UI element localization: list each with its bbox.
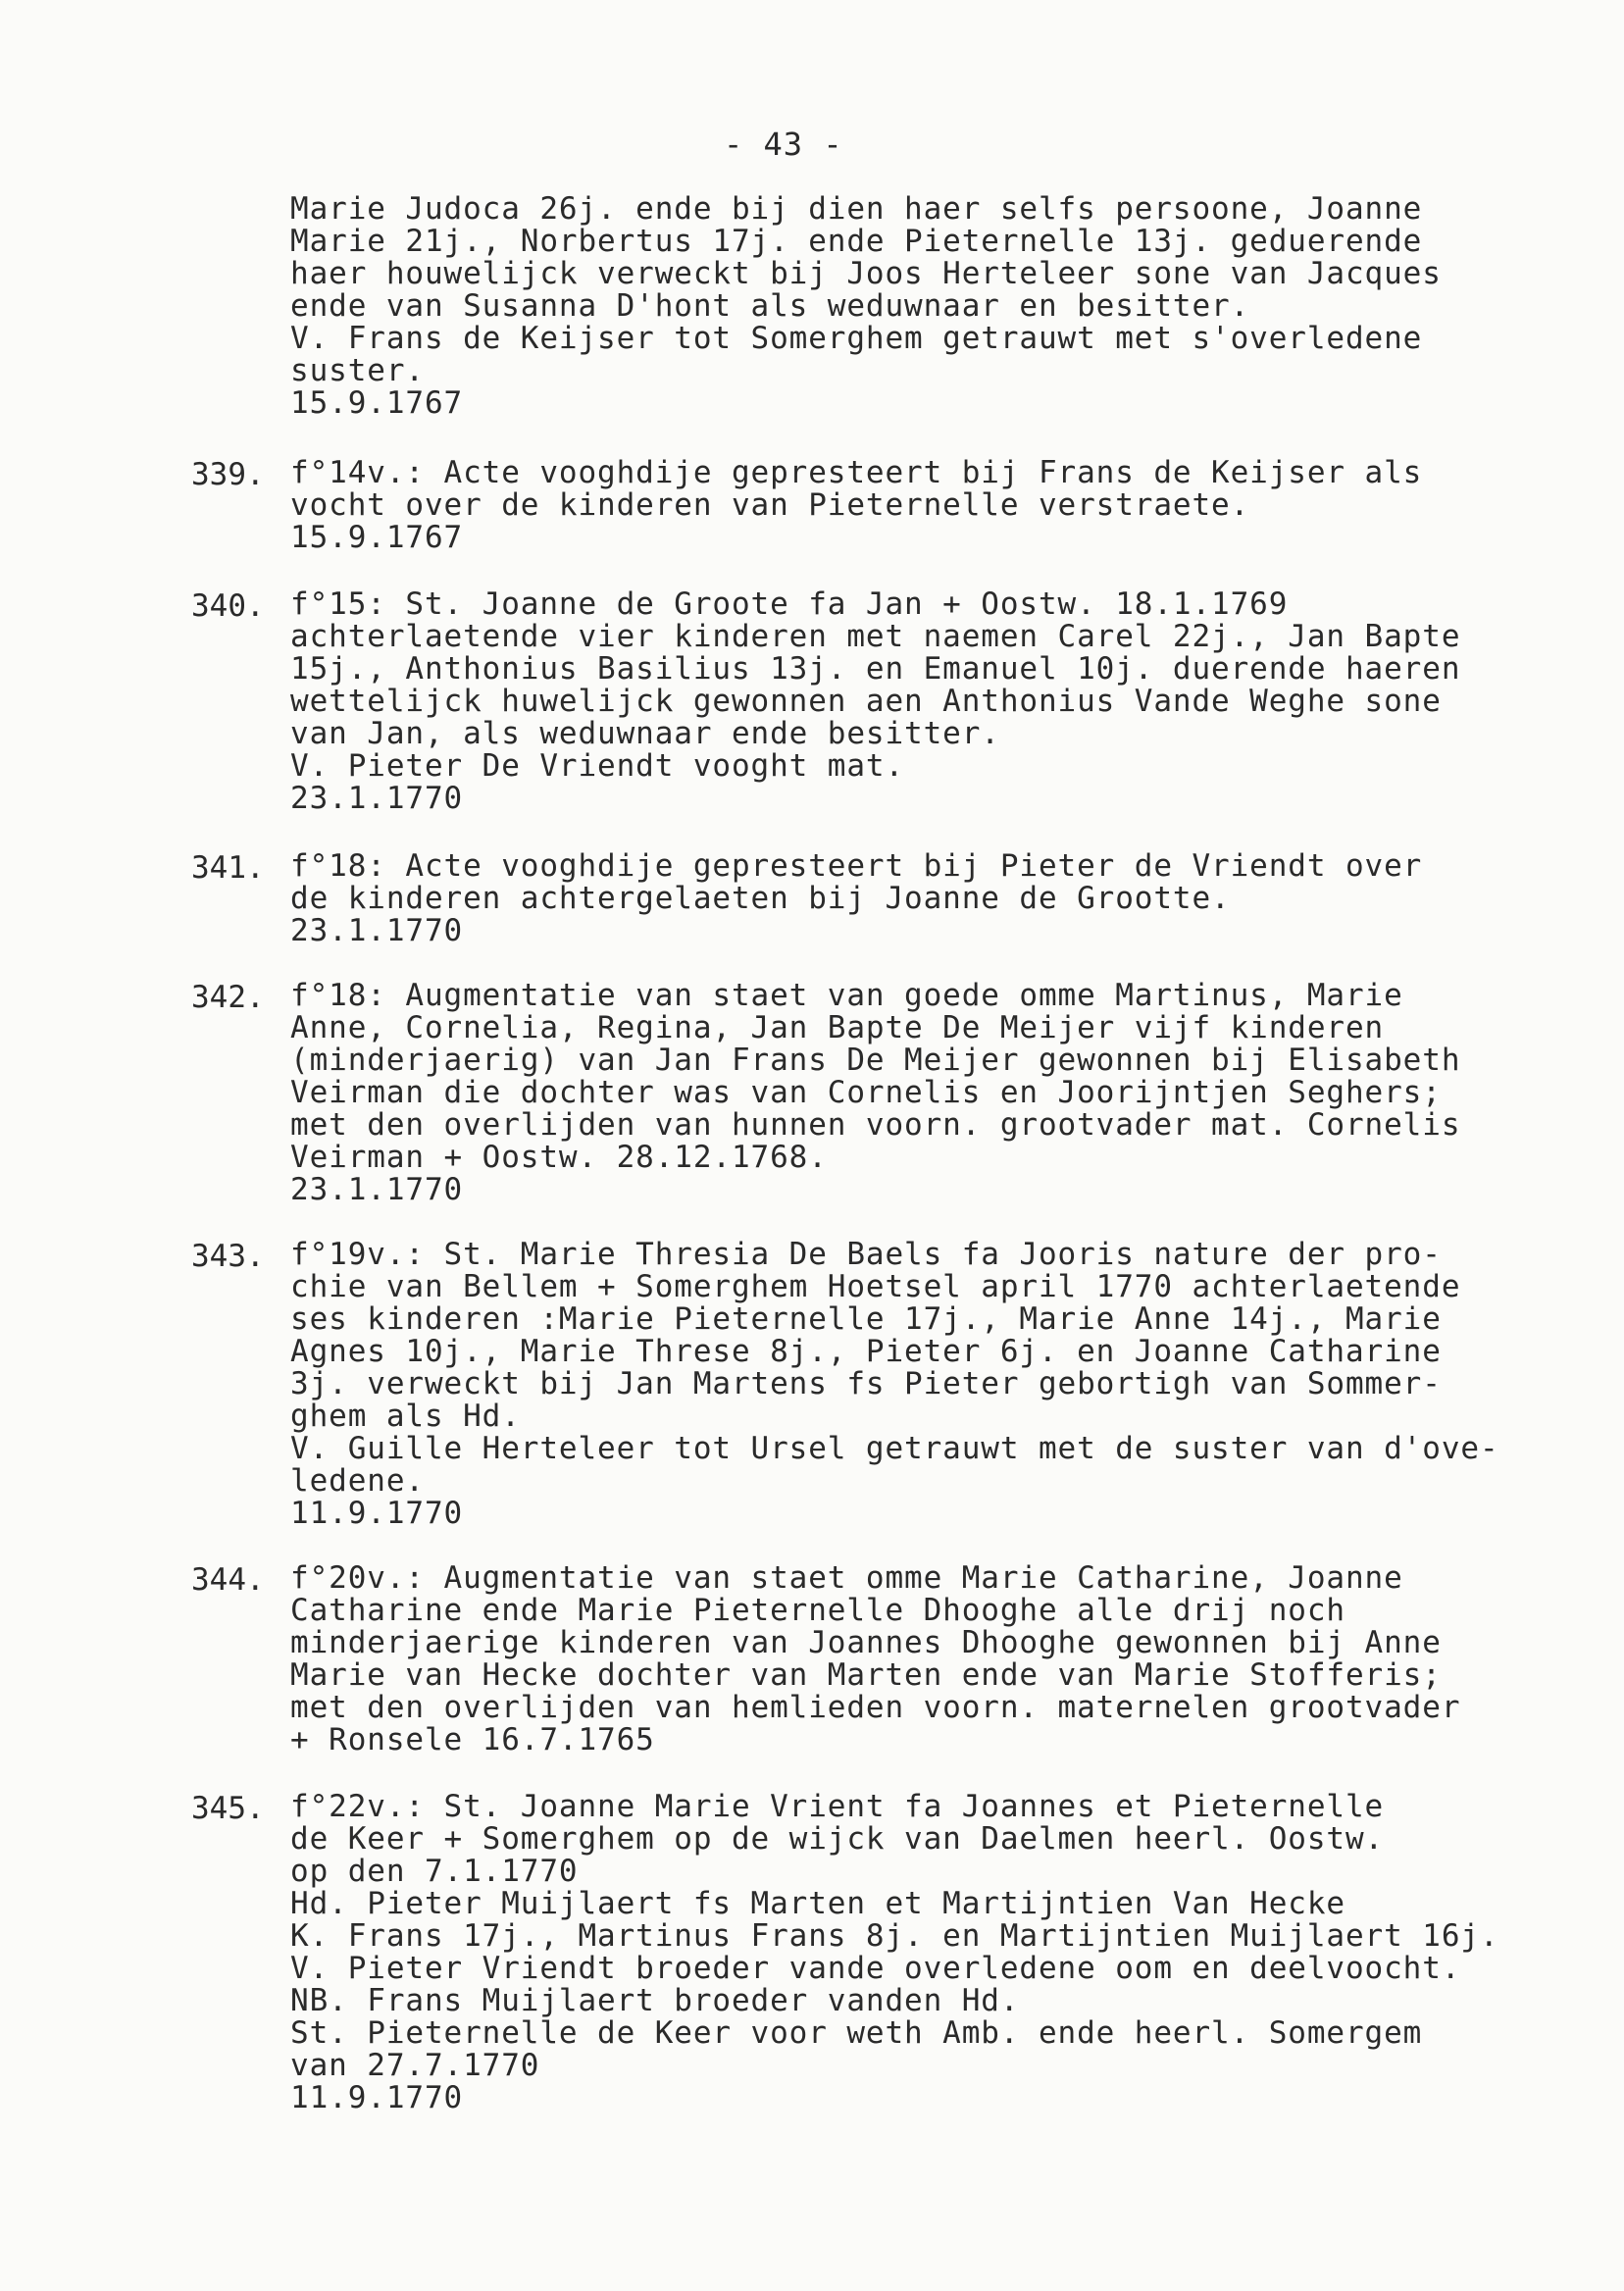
text-line: ledene.	[290, 1463, 425, 1499]
text-line: de kinderen achtergelaeten bij Joanne de Grootte.	[290, 881, 1231, 916]
text-line: f°18: Augmentatie van staet van goede omme Martinus, Marie	[290, 978, 1403, 1013]
text-line: f°14v.: Acte vooghdije gepresteert bij Frans de Keijser als	[290, 455, 1423, 490]
text-line: achterlaetende vier kinderen met naemen Carel 22j., Jan Bapte	[290, 619, 1461, 654]
text-line: van 27.7.1770	[290, 2048, 540, 2083]
text-line: minderjaerige kinderen van Joannes Dhooghe gewonnen bij Anne	[290, 1625, 1442, 1660]
text-line: 11.9.1770	[290, 2080, 464, 2115]
entry-number: 340.	[191, 588, 265, 624]
text-line: NB. Frans Muijlaert broeder vanden Hd.	[290, 1983, 1020, 2018]
entry-number: 343.	[191, 1239, 265, 1274]
text-line: Veirman + Oostw. 28.12.1768.	[290, 1140, 828, 1175]
entry-number: 345.	[191, 1791, 265, 1826]
text-line: 15.9.1767	[290, 520, 464, 555]
text-line: wettelijck huwelijck gewonnen aen Anthonius Vande Weghe sone	[290, 684, 1442, 719]
text-line: 23.1.1770	[290, 781, 464, 816]
text-line: Veirman die dochter was van Cornelis en Joorijntjen Seghers;	[290, 1075, 1442, 1110]
text-line: f°15: St. Joanne de Groote fa Jan + Oostw. 18.1.1769	[290, 586, 1289, 622]
text-line: + Ronsele 16.7.1765	[290, 1722, 655, 1757]
text-line: Hd. Pieter Muijlaert fs Marten et Martijntien Van Hecke	[290, 1886, 1345, 1921]
text-line: Catharine ende Marie Pieternelle Dhooghe alle drij noch	[290, 1593, 1345, 1628]
page-number: - 43 -	[724, 126, 843, 163]
text-line: 23.1.1770	[290, 913, 464, 948]
text-line: 3j. verweckt bij Jan Martens fs Pieter gebortigh van Sommer-	[290, 1366, 1442, 1401]
text-line: K. Frans 17j., Martinus Frans 8j. en Martijntien Muijlaert 16j.	[290, 1918, 1499, 1954]
text-line: Marie van Hecke dochter van Marten ende van Marie Stofferis;	[290, 1657, 1442, 1693]
text-line: chie van Bellem + Somerghem Hoetsel april 1770 achterlaetende	[290, 1269, 1461, 1304]
text-line: 11.9.1770	[290, 1496, 464, 1531]
text-line: V. Pieter Vriendt broeder vande overledene oom en deelvoocht.	[290, 1951, 1461, 1986]
text-line: f°18: Acte vooghdije gepresteert bij Pieter de Vriendt over	[290, 848, 1423, 884]
text-line: 15j., Anthonius Basilius 13j. en Emanuel 10j. duerende haeren	[290, 651, 1461, 687]
text-line: ende van Susanna D'hont als weduwnaar en besitter.	[290, 288, 1250, 324]
text-line: f°19v.: St. Marie Thresia De Baels fa Jooris nature der pro-	[290, 1237, 1442, 1272]
text-line: f°22v.: St. Joanne Marie Vrient fa Joannes et Pieternelle	[290, 1789, 1385, 1824]
text-line: de Keer + Somerghem op de wijck van Daelmen heerl. Oostw.	[290, 1821, 1385, 1857]
text-line: met den overlijden van hemlieden voorn. maternelen grootvader	[290, 1690, 1461, 1725]
text-line: met den overlijden van hunnen voorn. grootvader mat. Cornelis	[290, 1107, 1461, 1143]
text-line: V. Pieter De Vriendt vooght mat.	[290, 748, 905, 784]
text-line: Marie Judoca 26j. ende bij dien haer selfs persoone, Joanne	[290, 191, 1423, 227]
text-line: Marie 21j., Norbertus 17j. ende Pieternelle 13j. geduerende	[290, 224, 1423, 259]
entry-number: 341.	[191, 850, 265, 886]
text-line: op den 7.1.1770	[290, 1854, 579, 1889]
text-line: f°20v.: Augmentatie van staet omme Marie Catharine, Joanne	[290, 1560, 1403, 1596]
entry-number: 344.	[191, 1562, 265, 1598]
entry-number: 342.	[191, 980, 265, 1015]
text-line: van Jan, als weduwnaar ende besitter.	[290, 716, 1000, 751]
text-line: V. Guille Herteleer tot Ursel getrauwt met de suster van d'ove-	[290, 1431, 1499, 1466]
text-line: St. Pieternelle de Keer voor weth Amb. ende heerl. Somergem	[290, 2015, 1423, 2051]
text-line: 23.1.1770	[290, 1172, 464, 1207]
text-line: ghem als Hd.	[290, 1399, 521, 1434]
text-line: Agnes 10j., Marie Threse 8j., Pieter 6j. en Joanne Catharine	[290, 1334, 1442, 1369]
text-line: (minderjaerig) van Jan Frans De Meijer gewonnen bij Elisabeth	[290, 1043, 1461, 1078]
text-line: haer houwelijck verweckt bij Joos Herteleer sone van Jacques	[290, 256, 1442, 291]
text-line: 15.9.1767	[290, 385, 464, 421]
text-line: suster.	[290, 353, 425, 388]
text-line: ses kinderen :Marie Pieternelle 17j., Marie Anne 14j., Marie	[290, 1301, 1442, 1337]
entry-number: 339.	[191, 457, 265, 492]
text-line: V. Frans de Keijser tot Somerghem getrauwt met s'overledene	[290, 321, 1423, 356]
text-line: Anne, Cornelia, Regina, Jan Bapte De Meijer vijf kinderen	[290, 1010, 1385, 1045]
text-line: vocht over de kinderen van Pieternelle verstraete.	[290, 487, 1250, 523]
